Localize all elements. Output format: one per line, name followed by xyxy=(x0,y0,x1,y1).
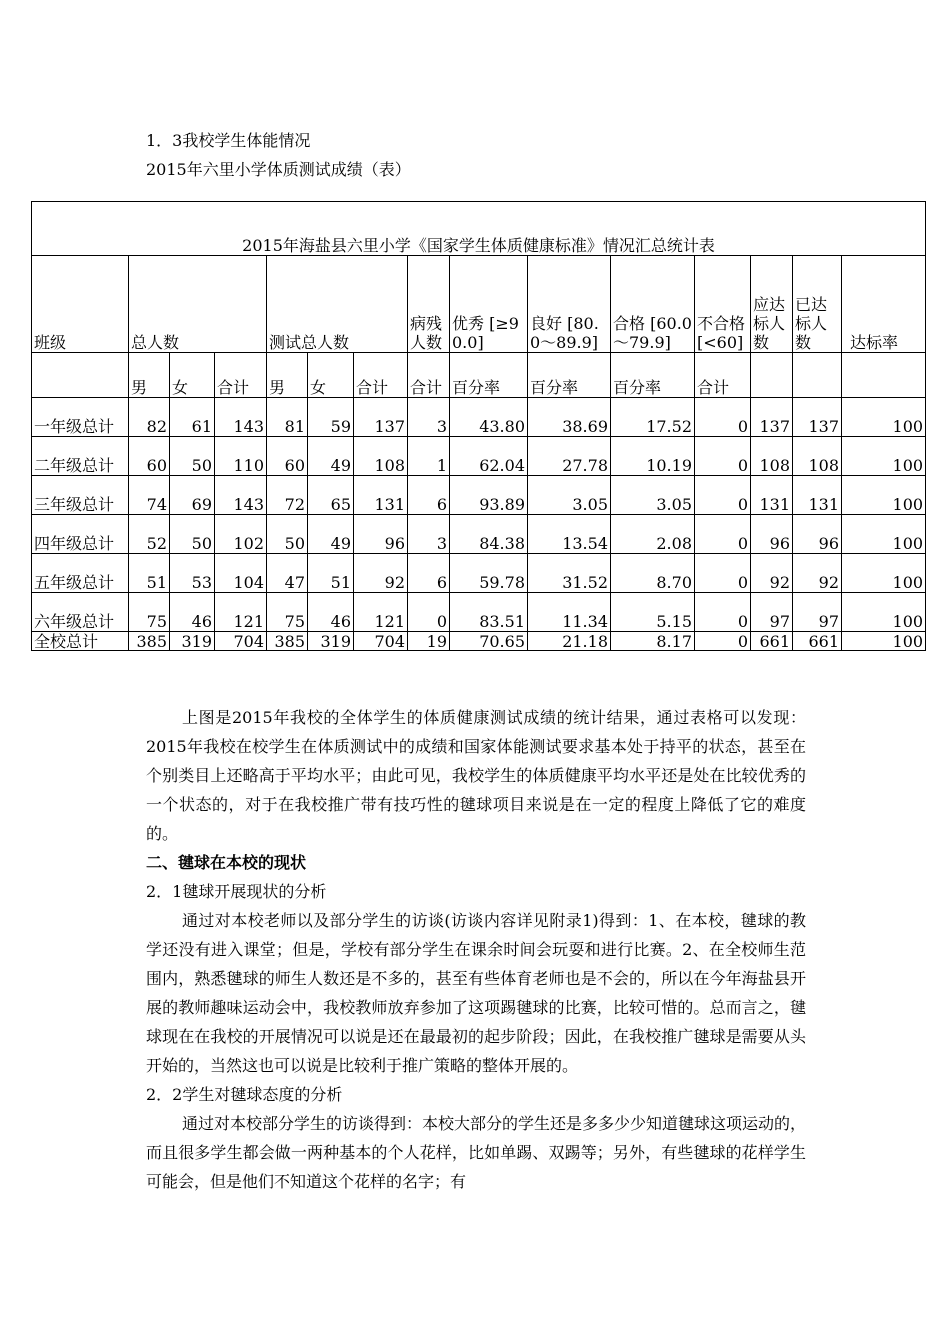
table-row: 六年级总计 75 46 121 75 46 121 0 83.51 11.34 5.15 0 97 97 100 xyxy=(32,593,926,632)
col-tested-sum: 合计 xyxy=(354,353,408,398)
col-excellent-pct: 百分率 xyxy=(450,353,528,398)
paragraph-summary: 上图是2015年我校的全体学生的体质健康测试成绩的统计结果，通过表格可以发现：2015年我校在校学生在体质测试中的成绩和国家体能测试要求基本处于持平的状态，甚至在个别类目上还略高于平均水平；由此可见，我校学生的体质健康平均水平还是处在比较优秀的一个状态的，对于在我校推广带有技巧性的毽球项目来说是在一定的程度上降低了它的难度的。 xyxy=(146,708,806,843)
subheading-2-1: 2．1毽球开展现状的分析 xyxy=(146,882,327,901)
body-text xyxy=(146,703,806,1196)
table-row-total: 全校总计 385 319 704 385 319 704 19 70.65 21.18 8.17 0 661 661 100 xyxy=(32,632,926,651)
col-tested-total: 测试总人数 xyxy=(267,256,408,353)
table-caption: 2015年六里小学体质测试成绩（表） xyxy=(146,160,411,179)
row-label: 五年级总计 xyxy=(32,554,129,593)
col-male: 男 xyxy=(129,353,170,398)
table-row: 一年级总计 82 61 143 81 59 137 3 43.80 38.69 17.52 0 137 137 100 xyxy=(32,398,926,437)
table-row: 二年级总计 60 50 110 60 49 108 1 62.04 27.78 10.19 0 108 108 100 xyxy=(32,437,926,476)
row-label: 六年级总计 xyxy=(32,593,129,632)
col-fail: 不合格 [<60] xyxy=(695,256,751,353)
row-label: 四年级总计 xyxy=(32,515,129,554)
row-label: 三年级总计 xyxy=(32,476,129,515)
col-good-pct: 百分率 xyxy=(528,353,611,398)
table-row: 四年级总计 52 50 102 50 49 96 3 84.38 13.54 2.08 0 96 96 100 xyxy=(32,515,926,554)
col-female: 女 xyxy=(170,353,215,398)
subheading-2-2: 2．2学生对毽球态度的分析 xyxy=(146,1085,343,1104)
col-tested-male: 男 xyxy=(267,353,308,398)
col-class: 班级 xyxy=(32,256,129,353)
col-good: 良好 [80.0～89.9] xyxy=(528,256,611,353)
section-heading: 1．3我校学生体能情况 xyxy=(146,131,311,150)
paragraph-current-status: 通过对本校老师以及部分学生的访谈(访谈内容详见附录1)得到：1、在本校，毽球的教学还没有进入课堂；但是，学校有部分学生在课余时间会玩耍和进行比赛。2、在全校师生范围内，熟悉毽球的师生人数还是不多的，甚至有些体育老师也是不会的，所以在今年海盐县开展的教师趣味运动会中，我校教师放弃参加了这项踢毽球的比赛，比较可惜的。总而言之，毽球现在在我校的开展情况可以说是还在最最初的起步阶段；因此，在我校推广毽球是需要从头开始的，当然这也可以说是比较利于推广策略的整体开展的。 xyxy=(146,911,806,1075)
col-sum: 合计 xyxy=(215,353,267,398)
table-title: 2015年海盐县六里小学《国家学生体质健康标准》情况汇总统计表 xyxy=(32,202,926,256)
col-reached: 已达标人数 xyxy=(793,256,842,353)
col-pass: 合格 [60.0～79.9] xyxy=(611,256,695,353)
paragraph-attitude: 通过对本校部分学生的访谈得到：本校大部分的学生还是多多少少知道毽球这项运动的，而且很多学生都会做一两种基本的个人花样，比如单踢、双踢等；另外，有些毽球的花样学生可能会，但是他们不知道这个花样的名字；有 xyxy=(146,1114,807,1191)
col-excellent: 优秀 [≥90.0] xyxy=(450,256,528,353)
col-tested-female: 女 xyxy=(308,353,354,398)
col-pass-pct: 百分率 xyxy=(611,353,695,398)
col-disabled-sum: 合计 xyxy=(408,353,450,398)
col-disabled: 病残人数 xyxy=(408,256,450,353)
table-row: 五年级总计 51 53 104 47 51 92 6 59.78 31.52 8.70 0 92 92 100 xyxy=(32,554,926,593)
row-label: 二年级总计 xyxy=(32,437,129,476)
col-should-reach: 应达标人数 xyxy=(751,256,793,353)
table-row: 三年级总计 74 69 143 72 65 131 6 93.89 3.05 3.05 0 131 131 100 xyxy=(32,476,926,515)
row-label: 一年级总计 xyxy=(32,398,129,437)
row-label: 全校总计 xyxy=(32,632,129,651)
fitness-stats-table xyxy=(31,201,926,651)
col-total-people: 总人数 xyxy=(129,256,267,353)
header-row-2 xyxy=(32,353,926,398)
col-fail-sum: 合计 xyxy=(695,353,751,398)
col-rate: 达标率 xyxy=(842,256,926,353)
header-row-1 xyxy=(32,256,926,353)
section-heading-2: 二、毽球在本校的现状 xyxy=(146,853,307,872)
